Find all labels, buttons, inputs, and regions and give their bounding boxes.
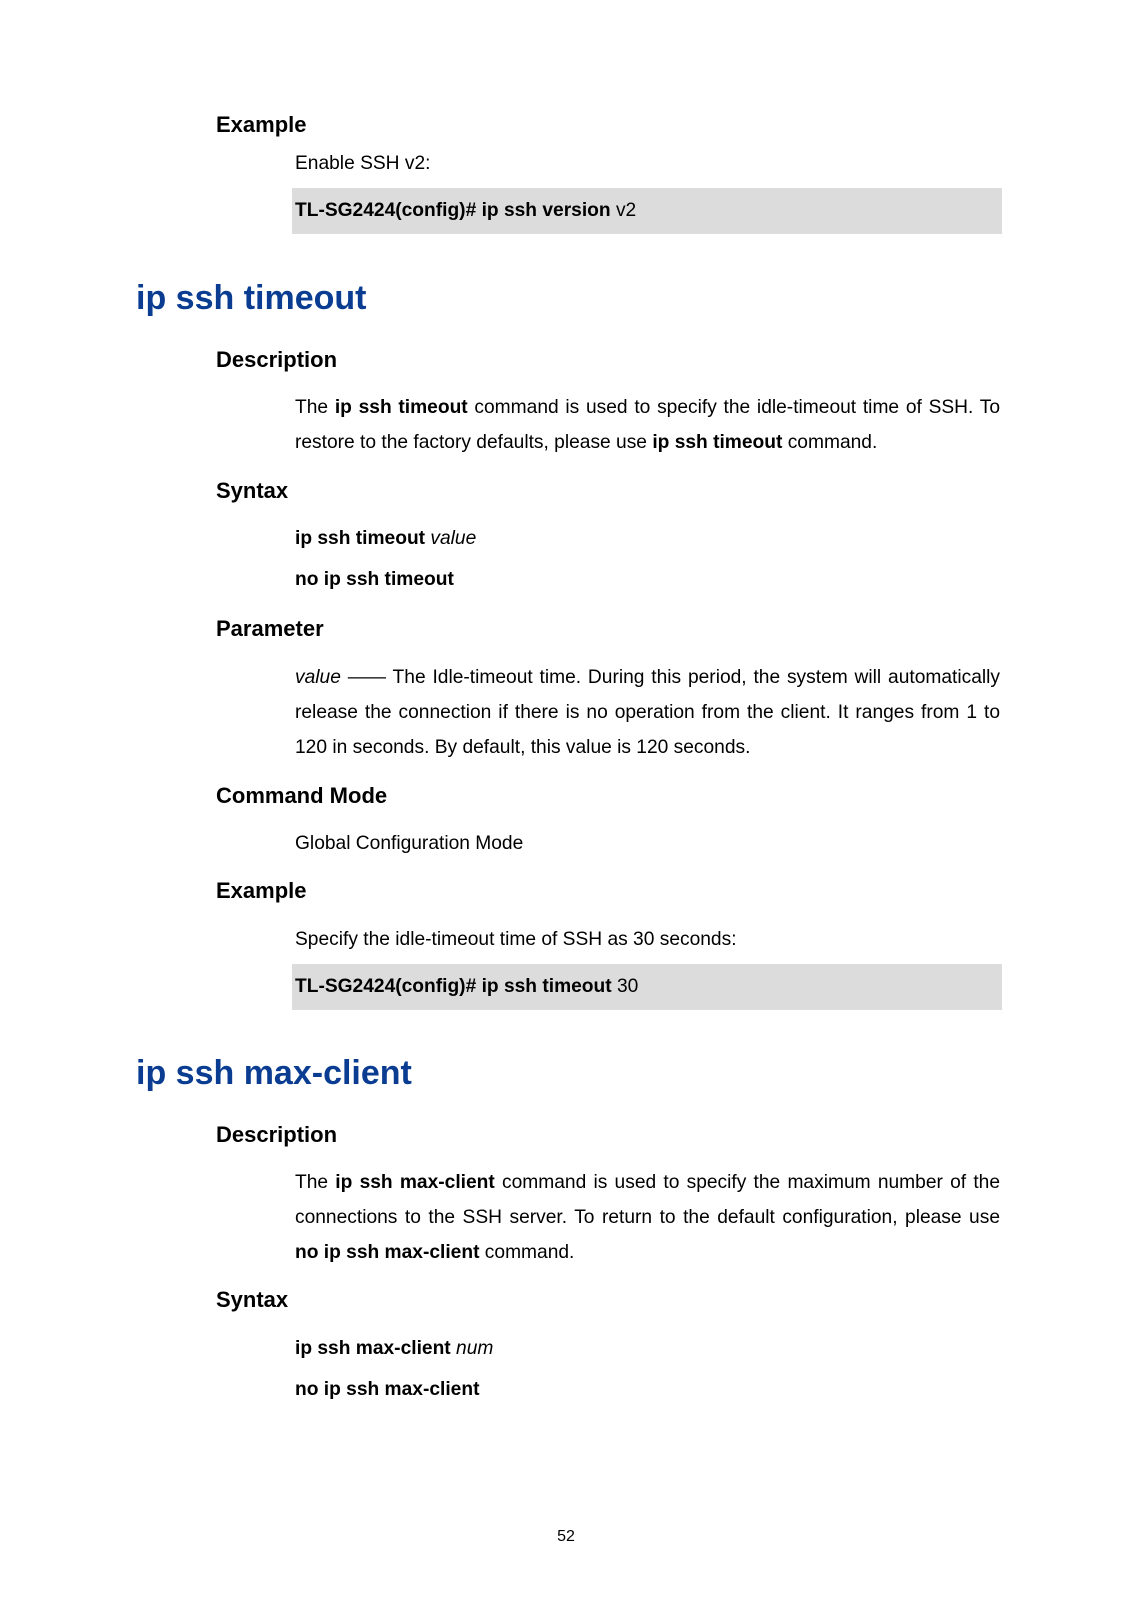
command-mode-text: Global Configuration Mode <box>295 833 524 854</box>
command-argument: 30 <box>611 976 639 997</box>
parameter-text: value —— The Idle-timeout time. During this period, the system will automatically release the connection if there is no operation from the client. It ranges from 1 to 120 in seconds. By default, this value is 120 seconds. <box>295 667 1000 758</box>
page-number: 52 <box>557 1528 575 1545</box>
syntax-line: ip ssh max-client num <box>295 1338 494 1359</box>
example-heading: Example <box>216 878 307 903</box>
command-prompt: TL-SG2424(config)# ip ssh version <box>295 200 611 221</box>
example-command <box>295 974 638 1000</box>
parameter-heading: Parameter <box>216 616 324 641</box>
syntax-heading: Syntax <box>216 478 289 503</box>
command-argument: v2 <box>610 200 637 221</box>
example-intro: Specify the idle-timeout time of SSH as 30 seconds: <box>295 929 737 950</box>
syntax-heading: Syntax <box>216 1287 289 1312</box>
syntax-line: no ip ssh max-client <box>295 1379 480 1400</box>
example-command <box>295 198 636 224</box>
section-title-ip-ssh-timeout: ip ssh timeout <box>136 279 367 317</box>
description-text: The ip ssh max-client command is used to specify the maximum number of the connections to the SSH server. To return to the default configuration, please use no ip ssh max-client command. <box>295 1172 1001 1263</box>
command-mode-heading: Command Mode <box>216 783 388 808</box>
example-command-box <box>292 964 1002 1010</box>
syntax-line: no ip ssh timeout <box>295 569 454 590</box>
parameter-name: value <box>295 667 341 688</box>
example-command-box <box>292 188 1002 234</box>
command-prompt: TL-SG2424(config)# ip ssh timeout <box>295 976 612 997</box>
example-heading: Example <box>216 112 307 137</box>
syntax-line: ip ssh timeout value <box>295 528 477 549</box>
example-intro: Enable SSH v2: <box>295 153 431 174</box>
description-heading: Description <box>216 347 338 372</box>
section-title-ip-ssh-max-client: ip ssh max-client <box>136 1054 412 1092</box>
description-heading: Description <box>216 1122 338 1147</box>
description-text: The ip ssh timeout command is used to specify the idle-timeout time of SSH. To restore to the factory defaults, please use ip ssh timeout command. <box>295 397 1001 453</box>
